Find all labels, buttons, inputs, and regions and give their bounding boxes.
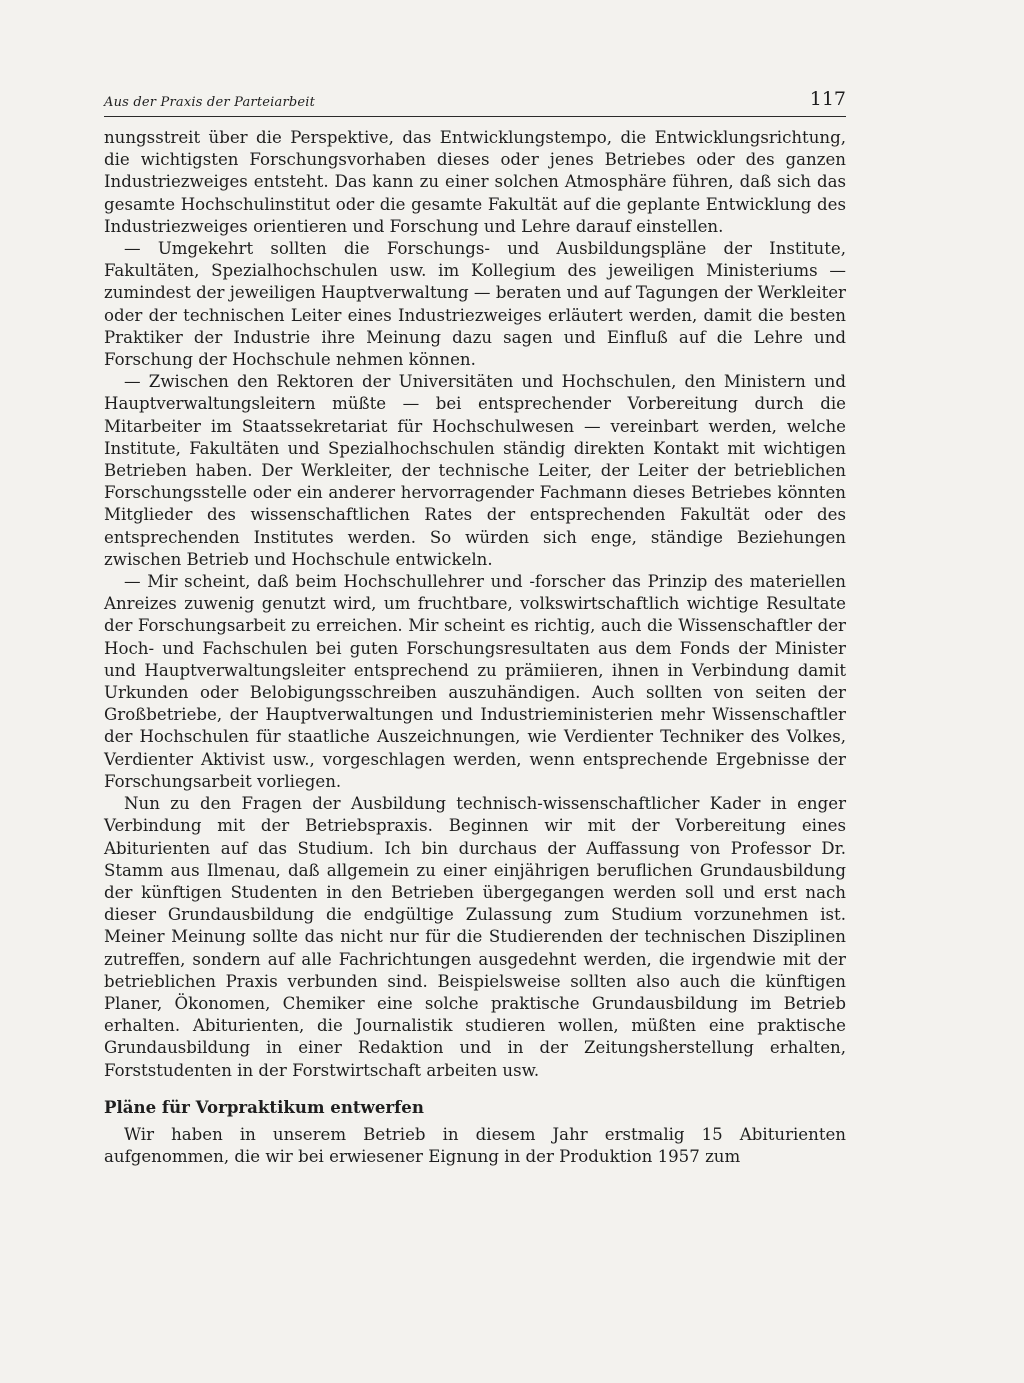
paragraph-training: Nun zu den Fragen der Ausbildung technisch-wissenschaftlicher Kader in enger Verbindung mit der Betriebspraxis. Beginnen wir mit der Vorbereitung eines Abiturienten auf das Studium. Ich bin durchaus der Auffassung von Professor Dr. Stamm aus Ilmenau, daß allgemein zu einer einjährigen beruflichen Grundausbildung der künftigen Studenten in den Betrieben übergegangen werden soll und erst nach dieser Grundausbildung die endgültige Zulassung zum Studium vorzunehmen ist. Meiner Meinung sollte das nicht nur für die Studierenden der technischen Disziplinen zutreffen, sondern auf alle Fachrichtungen ausgedehnt werden, die irgendwie mit der betrieblichen Praxis verbunden sind. Beispielsweise sollten also auch die künftigen Planer, Ökonomen, Chemiker eine solche praktische Grundausbildung im Betrieb erhalten. Abiturienten, die Journalistik studieren wollen, müßten eine praktische Grundausbildung in einer Redaktion und in der Zeitungsherstellung erhalten, Forststudenten in der Forstwirtschaft arbeiten usw. xyxy=(104,794,846,1080)
running-title: Aus der Praxis der Parteiarbeit xyxy=(104,95,316,110)
book-page xyxy=(104,86,846,1168)
paragraph-proposal-contacts: — Zwischen den Rektoren der Universitäten und Hochschulen, den Ministern und Hauptverwaltungsleitern müßte — bei entsprechender Vorbereitung durch die Mitarbeiter im Staatssekretariat für Hochschulwesen — vereinbart werden, welche Institute, Fakultäten und Spezialhochschulen ständig direkten Kontakt mit wichtigen Betrieben haben. Der Werkleiter, der technische Leiter, der Leiter der betrieblichen Forschungsstelle oder ein anderer hervorragender Fachmann dieses Betriebes könnten Mitglieder des wissenschaftlichen Rates der entsprechenden Fakultät oder des entsprechenden Institutes werden. So würden sich enge, ständige Beziehungen zwischen Betrieb und Hochschule entwickeln. xyxy=(104,372,846,569)
body-text xyxy=(104,127,846,1168)
section-heading: Pläne für Vorpraktikum entwerfen xyxy=(104,1096,424,1117)
page-number: 117 xyxy=(809,88,846,110)
paragraph-proposal-plans: — Umgekehrt sollten die Forschungs- und Ausbildungspläne der Institute, Fakultäten, Spezialhochschulen usw. im Kollegium des jeweiligen Ministeriums — zumindest der jeweiligen Hauptverwaltung — beraten und auf Tagungen der Werkleiter oder der technischen Leiter eines Industriezweiges erläutert werden, damit die besten Praktiker der Industrie ihre Meinung dazu sagen und Einfluß auf die Lehre und Forschung der Hochschule nehmen können. xyxy=(104,239,846,370)
paragraph-closing: Wir haben in unserem Betrieb in diesem Jahr erstmalig 15 Abiturienten aufgenommen, die wir bei erwiesener Eignung in der Produktion 1957 zum xyxy=(104,1124,846,1166)
running-head xyxy=(104,86,846,117)
paragraph-proposal-incentives: — Mir scheint, daß beim Hochschullehrer und -forscher das Prinzip des materiellen Anreizes zuwenig genutzt wird, um fruchtbare, volkswirtschaftlich wichtige Resultate der Forschungsarbeit zu erreichen. Mir scheint es richtig, auch die Wissenschaftler der Hoch- und Fachschulen bei guten Forschungsresultaten aus dem Fonds der Minister und Hauptverwaltungsleiter entsprechend zu prämiieren, ihnen in Verbindung damit Urkunden oder Belobigungsschreiben auszuhändigen. Auch sollten von seiten der Großbetriebe, der Hauptverwaltungen und Industrieministerien mehr Wissenschaftler der Hochschulen für staatliche Auszeichnungen, wie Verdienter Techniker des Volkes, Verdienter Aktivist usw., vorgeschlagen werden, wenn entsprechende Ergebnisse der Forschungsarbeit vorliegen. xyxy=(104,572,846,791)
paragraph-continuation: nungsstreit über die Perspektive, das Entwicklungstempo, die Entwicklungsrichtung, die wichtigsten Forschungsvorhaben dieses oder jenes Betriebes oder des ganzen Industriezweiges entsteht. Das kann zu einer solchen Atmosphäre führen, daß sich das gesamte Hochschulinstitut oder die gesamte Fakultät auf die geplante Entwicklung des Industriezweiges orientieren und Forschung und Lehre darauf einstellen. xyxy=(104,128,846,236)
